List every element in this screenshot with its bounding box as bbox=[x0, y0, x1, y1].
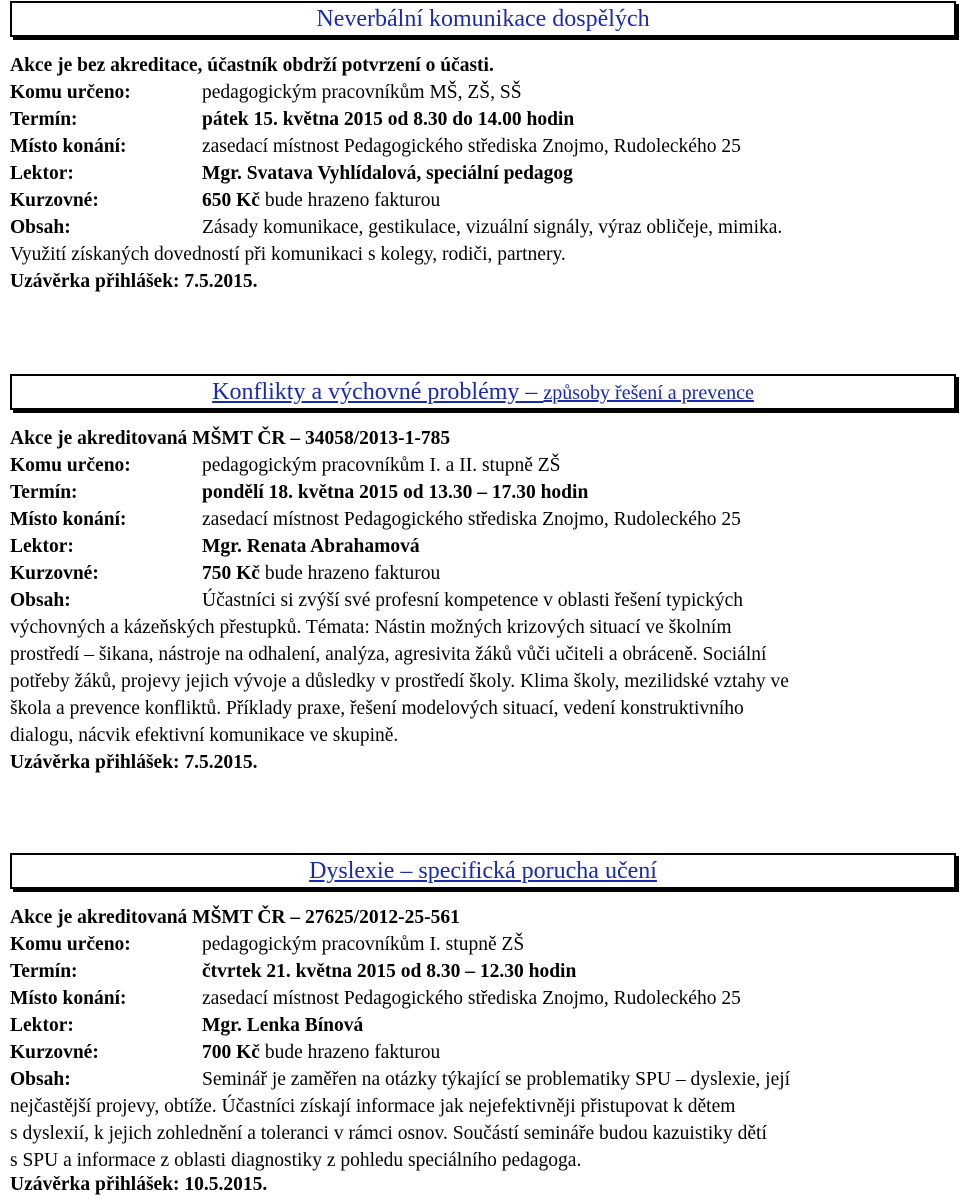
target-value: pedagogickým pracovníkům MŠ, ZŠ, SŠ bbox=[202, 82, 522, 103]
lector-value: Mgr. Svatava Vyhlídalová, speciální pedagog bbox=[202, 163, 573, 184]
content-line: Využití získaných dovedností při komunikaci s kolegy, rodiči, partnery. bbox=[10, 244, 566, 265]
content-line: Seminář je zaměřen na otázky týkající se problematiky SPU – dyslexie, její bbox=[202, 1069, 791, 1090]
content-line: potřeby žáků, projevy jejich vývoje a důsledky v prostředí školy. Klima školy, mezilidské vztahy ve bbox=[10, 671, 789, 692]
fee-value bbox=[202, 560, 440, 587]
fee-amount: 750 Kč bbox=[202, 563, 260, 584]
fee-note: bude hrazeno fakturou bbox=[264, 1042, 441, 1063]
target-value: pedagogickým pracovníkům I. stupně ZŠ bbox=[202, 934, 525, 955]
course-title-text: Neverbální komunikace dospělých bbox=[316, 6, 650, 32]
deadline: Uzávěrka přihlášek: 7.5.2015. bbox=[10, 271, 258, 292]
fee-value bbox=[202, 1039, 440, 1066]
accreditation: Akce je akreditovaná MŠMT ČR – 34058/2013-1-785 bbox=[10, 428, 451, 449]
deadline: Uzávěrka přihlášek: 7.5.2015. bbox=[10, 752, 258, 773]
content-line: dialogu, nácvik efektivní komunikace ve skupině. bbox=[10, 725, 399, 746]
date-label: Termín: bbox=[10, 109, 78, 130]
date-value: pátek 15. května 2015 od 8.30 do 14.00 hodin bbox=[202, 109, 575, 130]
course-title bbox=[10, 1, 956, 37]
target-label: Komu určeno: bbox=[10, 82, 131, 103]
lector-value: Mgr. Lenka Bínová bbox=[202, 1015, 364, 1036]
content-line: škola a prevence konfliktů. Příklady praxe, řešení modelových situací, vedení konstruktivního bbox=[10, 698, 744, 719]
course-title-text: Dyslexie – specifická porucha učení bbox=[309, 858, 657, 884]
date-value: pondělí 18. května 2015 od 13.30 – 17.30 hodin bbox=[202, 482, 589, 503]
place-value: zasedací místnost Pedagogického střediska Znojmo, Rudoleckého 25 bbox=[202, 509, 741, 530]
target-label: Komu určeno: bbox=[10, 455, 131, 476]
place-label: Místo konání: bbox=[10, 988, 127, 1009]
fee-amount: 700 Kč bbox=[202, 1042, 260, 1063]
lector-value: Mgr. Renata Abrahamová bbox=[202, 536, 420, 557]
target-label: Komu určeno: bbox=[10, 934, 131, 955]
content-label: Obsah: bbox=[10, 217, 71, 238]
accreditation: Akce je akreditovaná MŠMT ČR – 27625/2012-25-561 bbox=[10, 907, 460, 928]
content-line: s SPU a informace z oblasti diagnostiky z pohledu speciálního pedagoga. bbox=[10, 1150, 582, 1171]
fee-note: bude hrazeno fakturou bbox=[264, 563, 441, 584]
place-label: Místo konání: bbox=[10, 509, 127, 530]
place-label: Místo konání: bbox=[10, 136, 127, 157]
content-line: prostředí – šikana, nástroje na odhalení, analýza, agresivita žáků vůči učiteli a obráceně. Sociální bbox=[10, 644, 767, 665]
target-value: pedagogickým pracovníkům I. a II. stupně ZŠ bbox=[202, 455, 561, 476]
course-title bbox=[10, 853, 956, 889]
course-title-subtitle: způsoby řešení a prevence bbox=[543, 382, 754, 404]
fee-note: bude hrazeno fakturou bbox=[264, 190, 441, 211]
date-value: čtvrtek 21. května 2015 od 8.30 – 12.30 hodin bbox=[202, 961, 577, 982]
date-label: Termín: bbox=[10, 961, 78, 982]
deadline: Uzávěrka přihlášek: 10.5.2015. bbox=[10, 1174, 268, 1195]
accreditation: Akce je bez akreditace, účastník obdrží potvrzení o účasti. bbox=[10, 55, 494, 76]
lector-label: Lektor: bbox=[10, 1015, 74, 1036]
content-line: nejčastější projevy, obtíže. Účastníci získají informace jak nejefektivněji přistupovat k dětem bbox=[10, 1096, 736, 1117]
content-label: Obsah: bbox=[10, 590, 71, 611]
place-value: zasedací místnost Pedagogického střediska Znojmo, Rudoleckého 25 bbox=[202, 988, 741, 1009]
course-title-text: Konflikty a výchovné problémy bbox=[212, 379, 520, 405]
content-line: výchovných a kázeňských přestupků. Témata: Nástin možných krizových situací ve školním bbox=[10, 617, 732, 638]
content-line: Účastníci si zvýší své profesní kompetence v oblasti řešení typických bbox=[202, 590, 743, 611]
content-line: Zásady komunikace, gestikulace, vizuální signály, výraz obličeje, mimika. bbox=[202, 217, 783, 238]
fee-amount: 650 Kč bbox=[202, 190, 260, 211]
date-label: Termín: bbox=[10, 482, 78, 503]
content-label: Obsah: bbox=[10, 1069, 71, 1090]
fee-value bbox=[202, 187, 440, 214]
lector-label: Lektor: bbox=[10, 536, 74, 557]
fee-label: Kurzovné: bbox=[10, 563, 99, 584]
place-value: zasedací místnost Pedagogického střediska Znojmo, Rudoleckého 25 bbox=[202, 136, 741, 157]
fee-label: Kurzovné: bbox=[10, 190, 99, 211]
lector-label: Lektor: bbox=[10, 163, 74, 184]
content-line: s dyslexií, k jejich zohlednění a toleranci v rámci osnov. Součástí semináře budou kazuistiky dětí bbox=[10, 1123, 767, 1144]
fee-label: Kurzovné: bbox=[10, 1042, 99, 1063]
course-title: Konflikty a výchovné problémy – způsoby řešení a prevence bbox=[10, 374, 956, 410]
